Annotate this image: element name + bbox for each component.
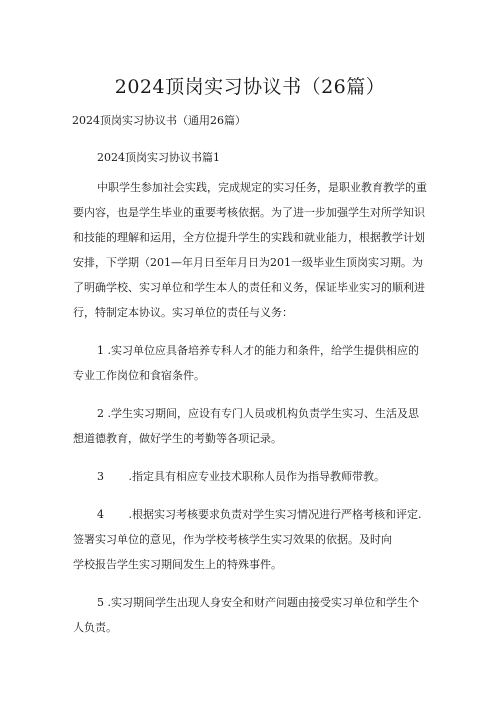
item-text: .实习期间学生出现人身安全和财产问题由接受实习单位和学生个 [107,596,419,609]
paragraph-line: 和技能的理解和运用，全方位提升学生的实践和就业能力，根据教学计划 [73,231,425,244]
item-text: .学生实习期间，应设有专门人员或机构负责学生实习、生活及思 [107,407,419,420]
list-item-line: 想道德教育，做好学生的考勤等各项记录。 [73,432,282,445]
item-number: 4 [97,508,104,521]
list-item-line [97,406,419,422]
list-item-line [97,595,419,611]
list-item-line [97,343,419,359]
item-text: .根据实习考核要求负责对学生实习情况进行严格考核和评定. [128,508,422,521]
item-number: 5 [97,596,104,609]
item-text: .指定具有相应专业技术职称人员作为指导教师带教。 [128,470,385,483]
section-heading: 2024顶岗实习协议书篇1 [97,151,220,164]
list-item-line: 专业工作岗位和食宿条件。 [73,369,205,382]
document-subtitle: 2024顶岗实习协议书（通用26篇） [72,114,246,127]
paragraph-line: 要内容，也是学生毕业的重要考核依据。为了进一步加强学生对所学知识 [73,206,425,219]
list-item-line: 签署实习单位的意见，作为学校考核学生实习效果的依据。及时向 [73,533,392,546]
item-text: .实习单位应具备培养专科人才的能力和条件，给学生提供相应的 [107,344,419,357]
paragraph-line: 了明确学校、实习单位和学生本人的责任和义务，保证毕业实习的顺利进 [73,281,425,294]
document-title: 2024顶岗实习协议书（26篇） [114,76,386,98]
paragraph-line: 行，特制定本协议。实习单位的责任与义务： [73,306,293,319]
paragraph-line: 中职学生参加社会实践，完成规定的实习任务，是职业教育教学的重 [97,181,427,194]
list-item-line [97,469,385,485]
item-number: 2 [97,407,104,420]
list-item-line: 学校报告学生实习期间发生上的特殊事件。 [73,558,282,571]
item-number: 3 [97,470,104,483]
list-item-line [97,507,422,523]
paragraph-line: 安排，下学期（201—年月日至年月日为201一级毕业生顶岗实习期。为 [73,256,423,269]
list-item-line: 人负责。 [73,621,117,634]
item-number: 1 [97,344,104,357]
